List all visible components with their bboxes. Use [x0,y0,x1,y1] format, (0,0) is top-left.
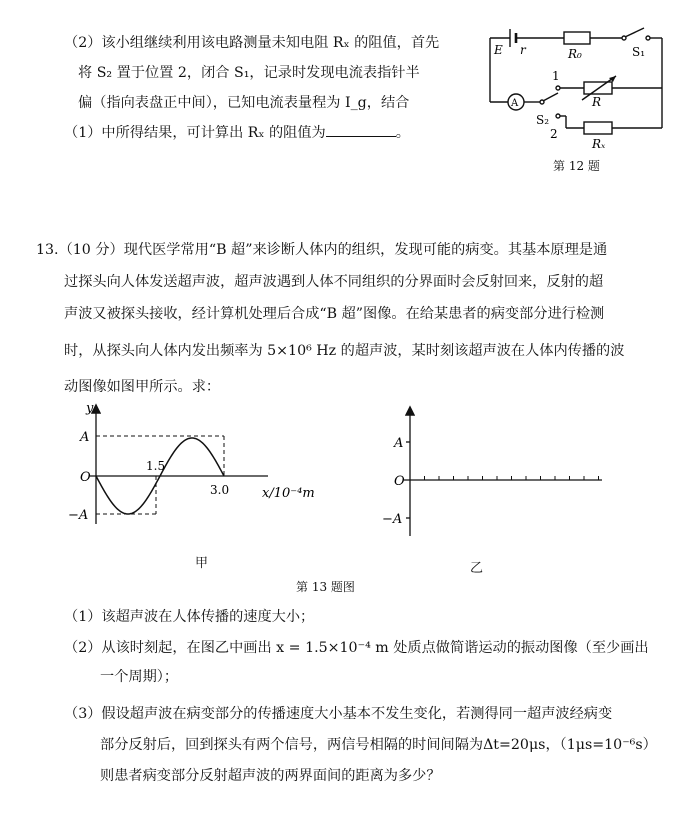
q13-sub3-line3: 则患者病变部分反射超声波的两界面间的距离为多少？ [100,768,441,784]
figure-jia [60,400,330,530]
tick-A: A [80,430,90,445]
q12-part2-line1: （2）该小组继续利用该电路测量未知电阻 Rₓ 的阻值，首先 [64,35,440,51]
q13-sub2-line2: 一个周期）； [100,669,179,685]
q12-caption: 第 12 题 [553,159,600,173]
q13-line3: 声波又被探头接收，经计算机处理后合成“B 超”图像。在给某患者的病变部分进行检测 [64,306,605,322]
q13-line1: 13.（10 分）现代医学常用“B 超”来诊断人体内的组织，发现可能的病变。其基本原理是通 [36,242,608,258]
q12-part2-line3: 偏（指向表盘正中间），已知电流表量程为 I_g，结合 [78,95,410,111]
resistor-Rx [584,122,612,134]
yi-tick-A: A [394,436,404,451]
q12-part2-line4 [64,122,410,142]
x-axis-label: x/10⁻⁴m [262,486,315,501]
label-A: A [511,98,519,109]
tick-1-5: 1.5 [146,459,166,473]
q13-sub1: （1）该超声波在人体传播的速度大小； [64,609,315,625]
q12-part2-line4-end: 。 [395,125,410,141]
switch-S1-contact [646,36,650,40]
label-1: 1 [552,69,560,83]
y-axis-label: y [86,401,94,416]
figure-yi-caption: 乙 [470,561,484,576]
label-r: r [520,43,526,57]
label-Rx: Rₓ [592,137,606,151]
q13-line2: 过探头向人体发送超声波，超声波遇到人体不同组织的分界面时会反射回来，反射的超 [64,274,604,290]
q12-part2-line2: 将 S₂ 置于位置 2，闭合 S₁，记录时发现电流表指针半 [78,65,420,81]
switch-S2-contact-1 [556,86,560,90]
yi-tick-negA: −A [382,512,403,527]
q13-line5: 动图像如图甲所示。求： [64,379,221,395]
q13-sub2-line1: （2）从该时刻起，在图乙中画出 x = 1.5×10⁻⁴ m 处质点做简谐运动的振动图像（至少画出 [64,640,649,656]
tick-O: O [80,470,91,485]
tick-negA: −A [68,508,89,523]
q13-sub3-line1: （3）假设超声波在病变部分的传播速度大小基本不发生变化，若测得同一超声波经病变 [64,706,613,722]
tick-3-0: 3.0 [210,483,230,497]
resistor-R0 [564,32,590,44]
circuit-diagram [482,20,672,152]
label-R0: R₀ [568,47,582,61]
q12-part2-line4-text: （1）中所得结果，可计算出 Rₓ 的阻值为 [64,125,326,141]
figure-jia-caption: 甲 [195,556,209,571]
figure-yi [380,400,630,540]
q13-line4: 时，从探头向人体内发出频率为 5×10⁶ Hz 的超声波，某时刻该超声波在人体内传播的波 [64,343,625,359]
answer-blank [326,124,396,137]
label-E: E [494,43,503,57]
switch-S2-contact-2 [556,114,560,118]
q13-figure-caption: 第 13 题图 [296,580,355,594]
label-2: 2 [550,127,558,141]
q13-sub3-line2: 部分反射后，回到探头有两个信号，两信号相隔的时间间隔为Δt=20μs，（1μs=10⁻⁶s） [100,737,657,753]
label-S1: S₁ [632,45,646,59]
switch-S2-blade [543,93,558,101]
switch-S1-blade [625,28,644,37]
label-R: R [592,95,602,109]
label-S2: S₂ [536,113,550,127]
yi-tick-O: O [394,474,405,489]
